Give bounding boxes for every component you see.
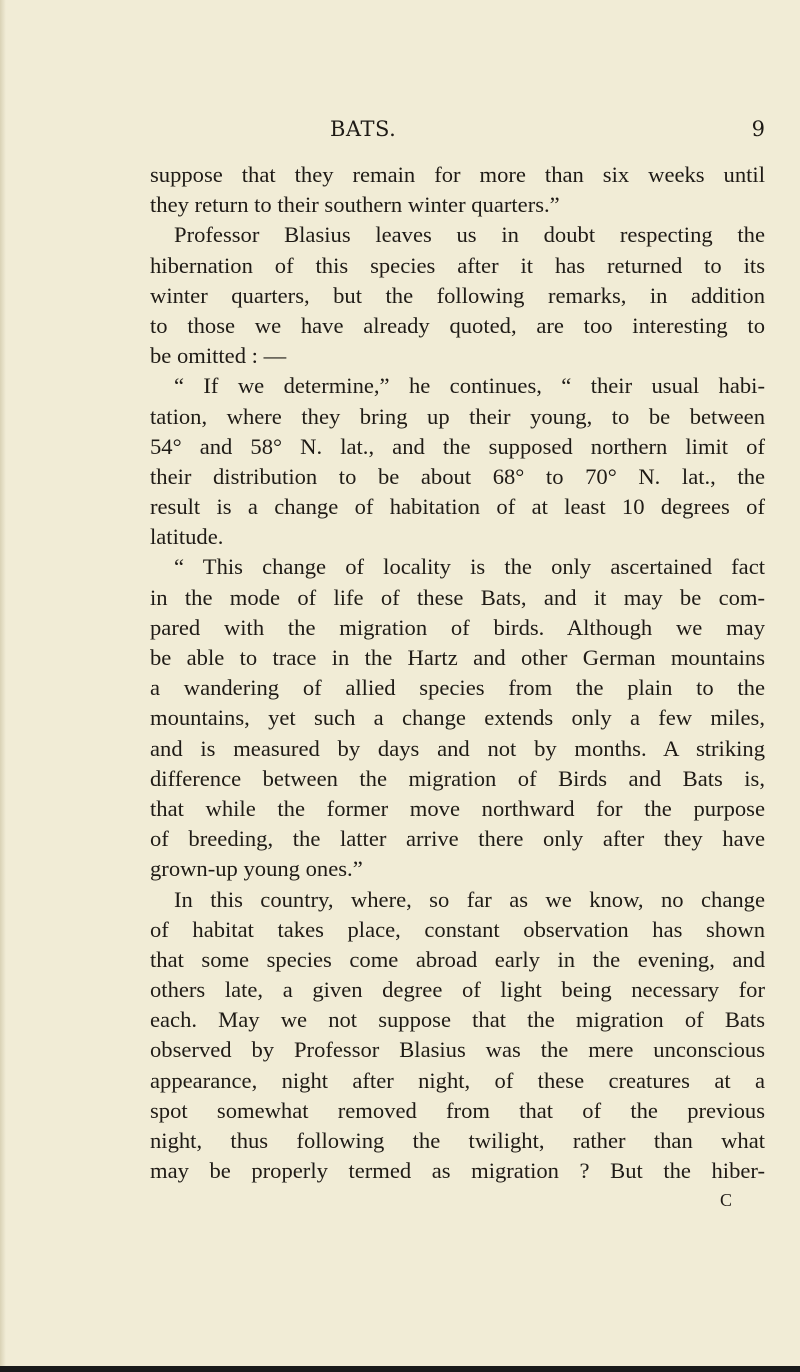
text-line: appearance, night after night, of these creatures at a (150, 1067, 765, 1093)
text-line: 54° and 58° N. lat., and the supposed northern limit of (150, 433, 765, 459)
text-line: be able to trace in the Hartz and other German mountains (150, 645, 765, 670)
text-line: result is a change of habitation of at least 10 degrees of (150, 494, 765, 520)
text-line: mountains, yet such a change extends only a few miles, (150, 705, 765, 731)
text-line: in the mode of life of these Bats, and it may be com- (150, 584, 765, 610)
text-line: pared with the migration of birds. Although we may (150, 614, 765, 640)
text-line: others late, a given degree of light being necessary for (150, 977, 765, 1003)
text-line: latitude. (150, 524, 224, 550)
text-line: observed by Professor Blasius was the mere unconscious (150, 1037, 765, 1063)
text-line: be omitted : — (150, 343, 287, 369)
text-line: suppose that they remain for more than six weeks until (150, 162, 765, 187)
text-line: that some species come abroad early in the evening, and (150, 946, 765, 972)
text-line: a wandering of allied species from the plain to the (150, 675, 765, 701)
text-line: difference between the migration of Birds and Bats is, (150, 765, 765, 791)
text-line: night, thus following the twilight, rather than what (150, 1128, 765, 1153)
text-line: Professor Blasius leaves us in doubt respecting the (174, 222, 765, 248)
text-line: their distribution to be about 68° to 70° N. lat., the (150, 463, 765, 489)
page-number: 9 (751, 117, 765, 141)
signature-mark: C (720, 1190, 733, 1210)
text-line: that while the former move northward for the purpose (150, 795, 765, 821)
page-header (150, 117, 765, 147)
text-line: they return to their southern winter quarters.” (150, 192, 560, 218)
running-head: BATS. (330, 117, 397, 141)
text-line: each. May we not suppose that the migration of Bats (150, 1007, 765, 1033)
text-line: In this country, where, so far as we know, no change (174, 886, 765, 912)
text-line: “ This change of locality is the only ascertained fact (174, 554, 765, 580)
text-line: grown-up young ones.” (150, 856, 363, 882)
bottom-scan-edge (0, 1366, 800, 1372)
text-line: of habitat takes place, constant observation has shown (150, 916, 765, 942)
text-line: “ If we determine,” he continues, “ their usual habi- (174, 373, 765, 399)
text-line: spot somewhat removed from that of the previous (150, 1097, 765, 1123)
text-line: to those we have already quoted, are too interesting to (150, 312, 765, 338)
text-line: and is measured by days and not by months. A striking (150, 735, 765, 761)
text-line: of breeding, the latter arrive there only after they have (150, 826, 765, 852)
text-line: hibernation of this species after it has returned to its (150, 252, 765, 278)
text-line: winter quarters, but the following remarks, in addition (150, 282, 765, 308)
text-line: tation, where they bring up their young, to be between (150, 403, 765, 429)
page-edge-shadow (0, 0, 6, 1372)
text-line: may be properly termed as migration ? But the hiber- (150, 1158, 765, 1184)
body-text (150, 160, 765, 1186)
